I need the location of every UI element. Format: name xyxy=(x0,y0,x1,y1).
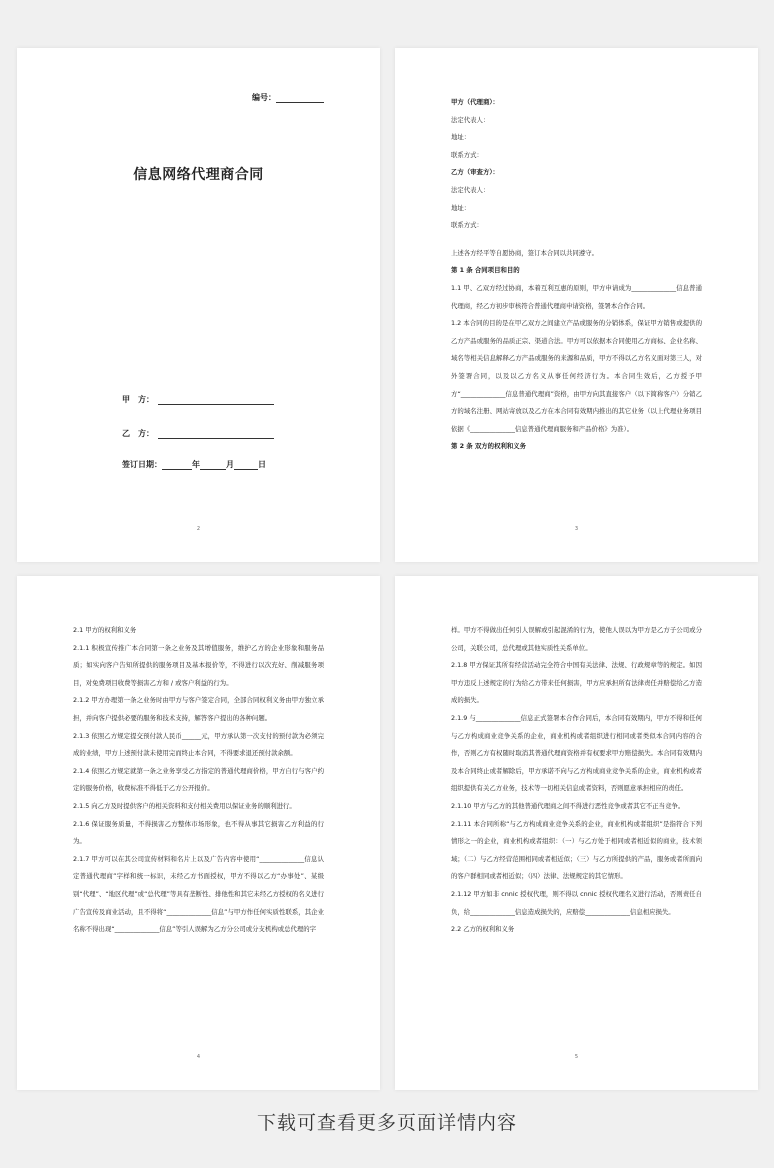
section-heading: 乙方（审查方）： xyxy=(451,168,499,177)
paragraph: 2.1.6 保证服务质量，不得损害乙方整体市场形象，也不得从事其它损害乙方利益的行为。 xyxy=(73,819,324,846)
paragraph: 法定代表人： xyxy=(451,115,490,124)
paragraph: 2.1.10 甲方与乙方的其他普通代理商之间不得进行恶性竞争或者其它不正当竞争。 xyxy=(451,801,685,810)
paragraph: 地址： xyxy=(451,133,471,142)
contract-number-label: 编号： xyxy=(252,93,276,102)
paragraph: 2.1.1 积极宣传推广本合同第一条之业务及其增值服务，维护乙方的企业形象和服务品质；如实向客户告知所提供的服务项目及基本报价等，不得进行以次充好、削减服务项目，对免费项目收费等损害乙方和 / 或客户利益的行为。 xyxy=(73,643,324,687)
paragraph: 2.1.9 与______________信息正式签署本合作合同后，本合同有效期内，甲方不得和任何与乙方构成商业竞争关系的企业，商业机构或者组织进行相同或者类似本合同内容的合作，否则乙方有权随时取消其普通代理商资格并有权要求甲方赔偿损失。本合同有效期内及本合同终止或者解除后，甲方承诺不向与乙方构成商业竞争关系的企业，商业机构或者组织提供有关乙方业务，技术等一切相关信息或者资料，否则愿意承担相应的责任。 xyxy=(451,713,702,793)
section-heading: 第 1 条 合同项目和目的 xyxy=(451,266,520,275)
paragraph: 2.1.5 向乙方及时提供客户的相关资料和支付相关费用以保证业务的顺利进行。 xyxy=(73,801,296,810)
sign-date-label: 签订日期： xyxy=(122,460,162,469)
year-label: 年 xyxy=(192,460,200,469)
paragraph: 2.1.3 依照乙方规定提交预付款人民币______元，甲方承认第一次支付的预付款为必须完成的业绩，甲方上述预付款未使用完而终止本合同，不得要求退还预付款余额。 xyxy=(73,731,324,758)
page-3-body xyxy=(451,94,702,456)
paragraph: 上述各方经平等自愿协商，签订本合同以共同遵守。 xyxy=(451,248,598,257)
paragraph: 2.1.11 本合同所称“与乙方构成商业竞争关系的企业，商业机构或者组织”是指符合下列情形之一的企业，商业机构或者组织：（一）与乙方处于相同或者相近似的商业，技术领域；（二）与乙方经营范围相同或者相近似；（三）与乙方所提供的产品，服务或者所面向的客户群相同或者相近似；（四）法律、法规规定的其它情形。 xyxy=(451,819,702,881)
party-a-label: 甲 方： xyxy=(122,395,154,404)
page-4-body xyxy=(73,622,324,939)
page-number: 2 xyxy=(196,526,201,532)
page-5-body xyxy=(451,622,702,939)
page-4 xyxy=(17,576,380,1090)
page-number: 5 xyxy=(574,1054,579,1060)
page-number: 3 xyxy=(574,526,579,532)
sign-date xyxy=(122,459,266,470)
paragraph: 地址： xyxy=(451,203,471,212)
paragraph: 2.1.4 依照乙方规定就第一条之业务享受乙方指定的普通代理商价格，甲方自行与客户约定的服务价格，收费标准不得低于乙方公开报价。 xyxy=(73,766,324,793)
month-blank xyxy=(200,459,226,470)
paragraph: 1.1 甲、乙双方经过协商，本着互利互惠的原则，甲方申请成为______________信息普通代理商，经乙方初步审核符合普通代理商申请资格，签署本合作合同。 xyxy=(451,283,702,310)
paragraph: 联系方式： xyxy=(451,150,483,159)
page-2-cover xyxy=(17,48,380,562)
paragraph: 2.2 乙方的权利和义务 xyxy=(451,925,515,934)
year-blank xyxy=(162,459,192,470)
paragraph: 2.1 甲方的权利和义务 xyxy=(73,626,137,634)
paragraph: 2.1.2 甲方办理第一条之业务时由甲方与客户签定合同，全部合同权利义务由甲方独立承担，并向客户提供必要的服务和技术支持，解答客户提出的各种问题。 xyxy=(73,696,324,722)
contract-title: 信息网络代理商合同 xyxy=(133,167,264,183)
paragraph: 1.2 本合同的目的是在甲乙双方之间建立产品或服务的分销体系，保证甲方销售或提供的乙方产品或服务的品质正宗、渠道合法。甲方可以依据本合同使用乙方商标、企业名称、域名等相关信息解释乙方产品或服务的来源和品质，甲方不得以乙方名义面对第三人，对外签署合同，以及以乙方名义从事任何经济行为。本合同生效后，乙方授予甲方“______________信息普通代理商”资格，由甲方向其直接客户（以下简称客户）分销乙方的域名注册、网站寄放以及乙方在本合同有效期内推出的其它业务（以上代理业务项目依据《______________信息普通代理商服务和产品价格》为准）。 xyxy=(451,319,702,433)
party-a-line xyxy=(122,394,274,405)
paragraph: 样。甲方不得做出任何引人误解或引起混淆的行为，使他人误以为甲方是乙方子公司或分公司，关联公司，总代理或其他实质性关系单位。 xyxy=(451,626,702,652)
page-number: 4 xyxy=(196,1054,201,1060)
party-b-label: 乙 方： xyxy=(122,429,154,438)
paragraph: 2.1.12 甲方如非 cnnic 授权代理，则不得以 cnnic 授权代理名义进行活动，否则责任自负，给______________信息造成损失的，应赔偿______________信息相应损失。 xyxy=(451,889,702,916)
day-blank xyxy=(234,459,258,470)
party-b-blank xyxy=(158,428,274,439)
month-label: 月 xyxy=(226,460,234,469)
paragraph: 联系方式： xyxy=(451,221,483,230)
download-caption: 下载可查看更多页面详情内容 xyxy=(256,1112,517,1134)
page-3 xyxy=(395,48,758,562)
day-label: 日 xyxy=(258,460,266,469)
party-a-blank xyxy=(158,394,274,405)
paragraph: 2.1.7 甲方可以在其公司宣传材料和名片上以及广告内容中使用“______________信息认定普通代理商”字样和统一标识，未经乙方书面授权，甲方不得以乙方“办事处”、某级别“代理”、“地区代理”或“总代理”等具有垄断性、排他性和其它未经乙方授权的名义进行广告宣传及商业活动，且不得将“______________信息”与甲方作任何实质性联系，其企业名称不得出现“______________信息”等引人误解为乙方分公司或分支机构或总代理的字 xyxy=(73,854,324,934)
paragraph-gap xyxy=(451,235,702,245)
party-b-line xyxy=(122,428,274,439)
paragraph: 法定代表人： xyxy=(451,185,490,194)
contract-number-blank xyxy=(276,93,324,103)
section-heading: 甲方（代理商）： xyxy=(451,98,499,106)
paragraph: 2.1.8 甲方保证其所有经营活动完全符合中国有关法律、法规、行政规章等的规定。如因甲方违反上述规定的行为给乙方带来任何损害，甲方应承担所有法律责任并赔偿给乙方造成的损失。 xyxy=(451,661,702,705)
page-5 xyxy=(395,576,758,1090)
contract-number xyxy=(252,92,324,103)
section-heading: 第 2 条 双方的权利和义务 xyxy=(451,442,527,451)
